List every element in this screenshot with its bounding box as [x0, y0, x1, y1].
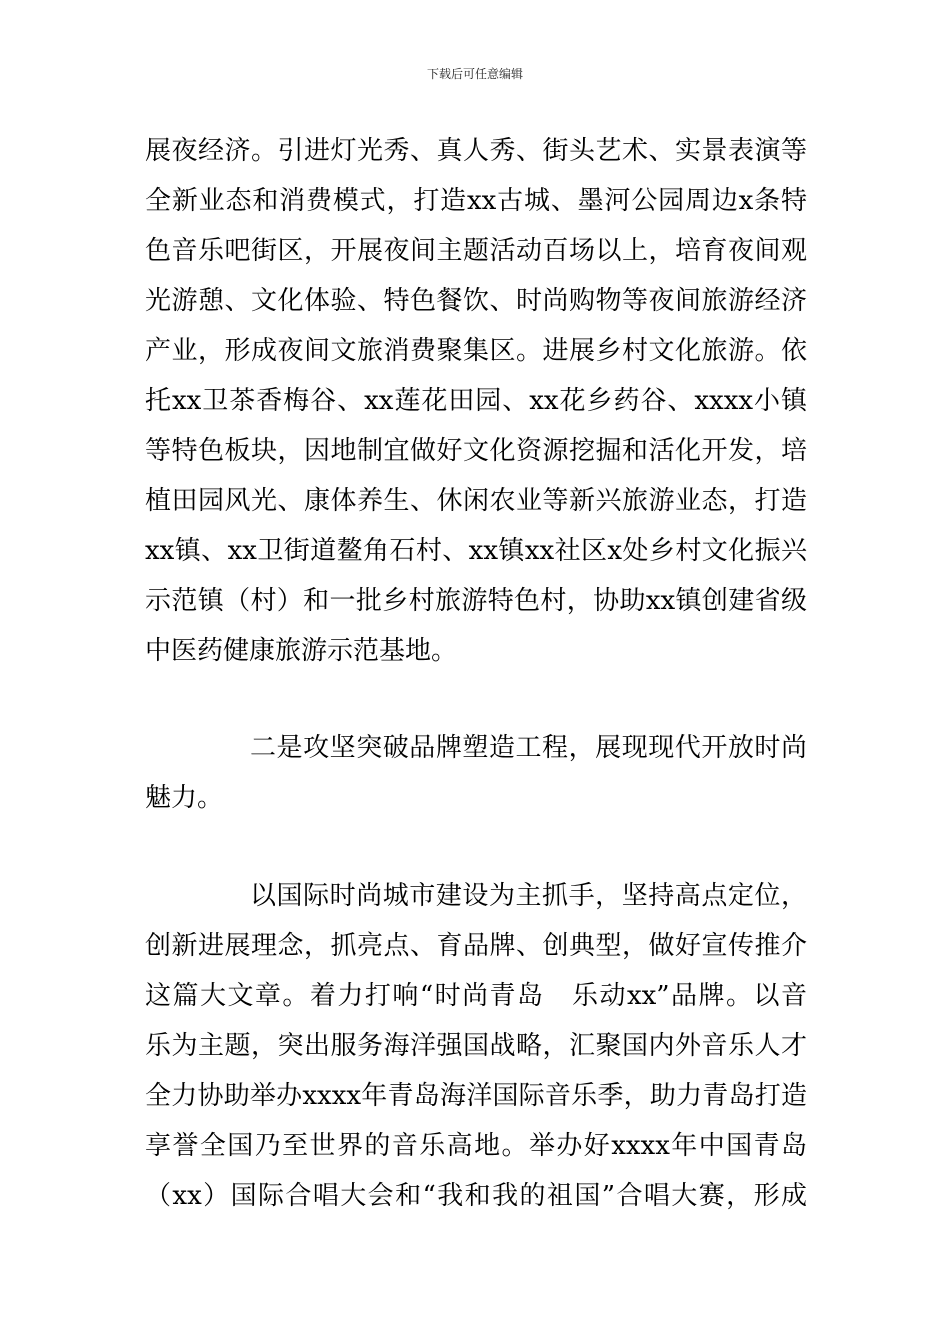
body-line: 这篇大文章。着力打响“时尚青岛 乐动xx”品牌。以音	[145, 981, 807, 1011]
body-line: 享誉全国乃至世界的音乐高地。举办好xxxx年中国青岛	[145, 1131, 807, 1161]
body-line: 光游憩、文化体验、特色餐饮、时尚购物等夜间旅游经济	[145, 286, 807, 316]
section-heading-line: 二是攻坚突破品牌塑造工程，展现现代开放时尚	[250, 733, 807, 763]
body-line: 中医药健康旅游示范基地。	[145, 636, 458, 666]
body-line: 全力协助举办xxxx年青岛海洋国际音乐季，助力青岛打造	[145, 1081, 807, 1111]
body-line: 全新业态和消费模式，打造xx古城、墨河公园周边x条特	[145, 186, 807, 216]
body-line: xx镇、xx卫街道鳌角石村、xx镇xx社区x处乡村文化振兴	[145, 536, 807, 566]
body-line: 等特色板块，因地制宜做好文化资源挖掘和活化开发，培	[145, 436, 807, 466]
body-line: 植田园风光、康体养生、休闲农业等新兴旅游业态，打造	[145, 486, 807, 516]
body-line: 创新进展理念，抓亮点、育品牌、创典型，做好宣传推介	[145, 931, 807, 961]
body-line: 以国际时尚城市建设为主抓手，坚持高点定位，	[250, 881, 807, 911]
body-line: 产业，形成夜间文旅消费聚集区。进展乡村文化旅游。依	[145, 336, 807, 366]
body-line: （xx）国际合唱大会和“我和我的祖国”合唱大赛，形成	[145, 1181, 807, 1211]
page-header: 下载后可任意编辑	[426, 67, 523, 81]
section-heading-line: 魅力。	[145, 783, 224, 813]
body-line: 乐为主题，突出服务海洋强国战略，汇聚国内外音乐人才	[145, 1031, 807, 1061]
body-line: 展夜经济。引进灯光秀、真人秀、街头艺术、实景表演等	[145, 136, 807, 166]
body-line: 托xx卫茶香梅谷、xx莲花田园、xx花乡药谷、xxxx小镇	[145, 386, 807, 416]
body-line: 色音乐吧街区，开展夜间主题活动百场以上，培育夜间观	[145, 236, 807, 266]
body-line: 示范镇（村）和一批乡村旅游特色村，协助xx镇创建省级	[145, 586, 807, 616]
